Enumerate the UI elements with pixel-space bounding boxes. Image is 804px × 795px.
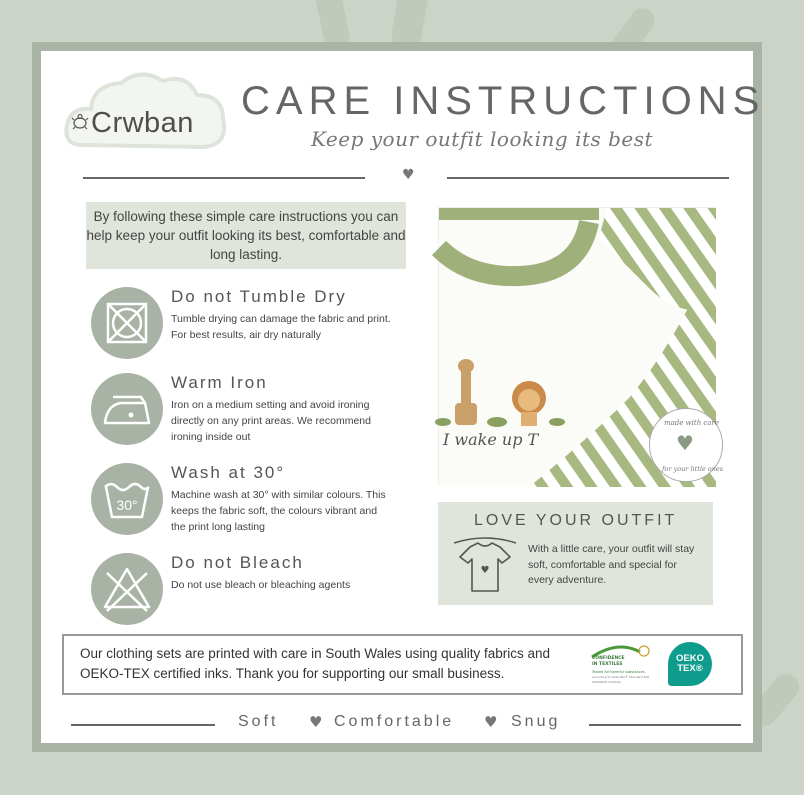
heart-icon: ♥ xyxy=(309,713,323,731)
oeko-line: TEX® xyxy=(677,663,703,674)
tagline-divider-left xyxy=(71,724,215,726)
page-title: CARE INSTRUCTIONS xyxy=(241,79,766,123)
tagline-word: Comfortable xyxy=(334,713,455,730)
care-description: Iron on a medium setting and avoid ironing directly on any print areas. We recommend ironing inside out xyxy=(171,399,371,443)
page-subtitle: Keep your outfit looking its best xyxy=(311,127,654,151)
made-with-care-stamp xyxy=(649,408,723,482)
brand-name: Crwban xyxy=(91,107,194,139)
tagline-word: Soft xyxy=(238,713,279,730)
footer-text: Our clothing sets are printed with care in South Wales using quality fabrics and OEKO-TEX certified inks. Thank you for supporting our small business. xyxy=(80,646,550,681)
svg-text:♥: ♥ xyxy=(480,565,490,576)
care-heading: Warm Iron xyxy=(171,373,268,392)
heart-icon: ♥ xyxy=(402,167,415,183)
print-text: I wake up T xyxy=(443,430,539,449)
iron-icon xyxy=(91,373,163,445)
heart-icon: ♥ xyxy=(676,431,694,455)
care-heading: Do not Tumble Dry xyxy=(171,287,347,306)
brand-logo xyxy=(63,67,231,165)
divider-left xyxy=(83,177,365,179)
oeko-tex-logo xyxy=(668,642,712,686)
tagline-divider-right xyxy=(589,724,741,726)
intro-text: By following these simple care instructions you can help keep your outfit looking its best, comfortable and long lasting. xyxy=(86,202,406,269)
care-description: Do not use bleach or bleaching agents xyxy=(171,579,351,591)
care-heading: Do not Bleach xyxy=(171,553,304,572)
wash-temp-label: 30° xyxy=(116,497,138,513)
no-tumble-dry-icon xyxy=(91,287,163,359)
wash-30-icon xyxy=(91,463,163,535)
no-bleach-icon xyxy=(91,553,163,625)
care-description: Tumble drying can damage the fabric and print. For best results, air dry naturally xyxy=(171,313,391,341)
cert-line: Tested for harmful substances xyxy=(592,670,645,674)
cert-line: 00000000 Institute xyxy=(592,680,621,684)
stamp-text-bottom: for your little ones xyxy=(662,465,724,473)
cert-line: CONFIDENCE xyxy=(592,656,625,661)
turtle-icon xyxy=(71,113,89,135)
care-description: Machine wash at 30° with similar colours. This keeps the fabric soft, the colours vibrant and the print long lasting xyxy=(171,489,386,533)
heart-icon: ♥ xyxy=(484,713,498,731)
confidence-in-textiles-badge xyxy=(588,644,650,688)
stamp-text-top: made with care xyxy=(664,419,720,427)
love-title: LOVE YOUR OUTFIT xyxy=(474,512,678,529)
cert-line: according to Oeko-Tex® Standard 100 xyxy=(592,675,650,679)
footer-box xyxy=(62,634,743,695)
care-card xyxy=(41,51,766,743)
outfit-photo xyxy=(438,207,724,486)
tagline-word: Snug xyxy=(511,713,561,730)
love-text: With a little care, your outfit will stay soft, comfortable and special for every adventure. xyxy=(528,543,695,586)
tshirt-hanger-icon xyxy=(452,535,518,601)
oeko-line: OEKO xyxy=(676,653,704,664)
divider-right xyxy=(447,177,729,179)
care-heading: Wash at 30° xyxy=(171,463,286,482)
cert-line: IN TEXTILES xyxy=(592,662,623,667)
outer-frame xyxy=(32,42,766,752)
love-your-outfit-box xyxy=(438,502,713,605)
